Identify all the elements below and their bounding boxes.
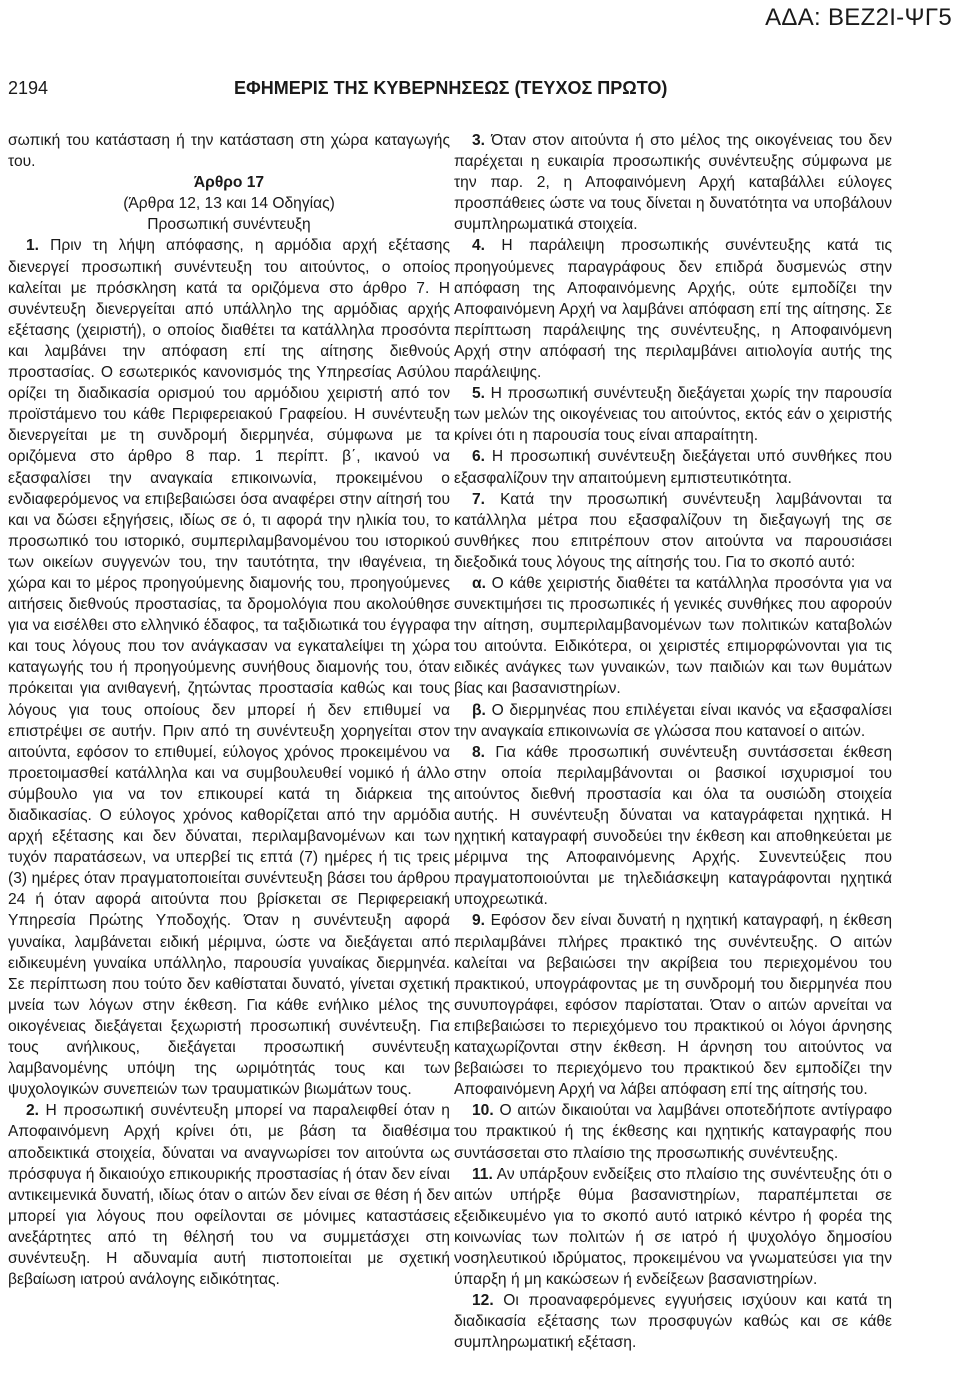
paragraph-7 [454,489,892,573]
paragraph-8 [454,742,892,911]
paragraph-7b [454,700,892,742]
ada-code: ΑΔΑ: ΒΕΖ2Ι-ΨΓ5 [765,4,952,31]
page-header [8,78,952,104]
page-number: 2194 [8,78,49,98]
paragraph-number: 8. [472,743,486,761]
paragraph-number: 3. [472,132,486,149]
paragraph-number: 2. [26,1102,40,1120]
paragraph-text: Η προσωπική συνέντευξη διεξάγεται υπό συνθήκες που εξασφαλίζουν την απαιτούμενη εμπιστευτικότητα. [454,448,892,487]
article-reference: (Άρθρα 12, 13 και 14 Οδηγίας) [123,195,335,213]
paragraph-4 [454,235,892,383]
paragraph-6 [454,446,892,488]
paragraph-number: 7. [472,490,486,508]
paragraph-7a [454,573,892,700]
paragraph-text: Κατά την προσωπική συνέντευξη λαμβάνονται τα κατάλληλα μέτρα που εξασφαλίζουν τη διεξαγωγή της σε συνθήκες που επιτρέπουν στον αιτούντα να παρουσιάσει διεξοδικά τους λόγους της αίτησής του. Για το σκοπό αυτό: [454,490,892,571]
paragraph-text: Ο αιτών δικαιούται να λαμβάνει οποτεδήποτε αντίγραφο του πρακτικού ή της έκθεσης και ηχητικής καταγραφής που συντάσσεται στο πλαίσιο της προσωπικής συνέντευξης. [454,1102,892,1162]
paragraph-number: 10. [472,1102,494,1120]
paragraph-text: Η προσωπική συνέντευξη διεξάγεται χωρίς την παρουσία των μελών της οικογένειας του αιτούντος, εκτός εάν ο χειριστής κρίνει ότι η παρουσία τους είναι απαραίτητη. [454,385,892,445]
paragraph-text: Οι προαναφερόμενες εγγυήσεις ισχύουν και κατά τη διαδικασία εξέτασης των προσφυγών καθώς και σε κάθε συμπληρωματική εξέταση. [454,1292,892,1352]
paragraph-number: α. [472,574,486,592]
paragraph-number: 6. [472,448,486,466]
paragraph-number: 1. [26,237,40,255]
paragraph-number: β. [472,701,486,719]
paragraph-text: Εφόσον δεν είναι δυνατή η ηχητική καταγραφή, η έκθεση περιλαμβάνει πλήρες πρακτικό της συνέντευξης. Ο αιτών καλείται να βεβαιώσει την ακρίβεια του περιεχομένου του πρακτικού, υπογράφοντας με τη συνδρομή του διερμηνέα που συνυπογράφει, εφόσον παρίσταται. Όταν ο αιτών αρνείται να επιβεβαιώσει το περιεχόμενο του πρακτικού οι λόγοι άρνησης καταχωρίζονται στην έκθεση. Η άρνηση του αιτούντος να βεβαιώσει το περιεχόμενο του πρακτικού δεν εμποδίζει την Αποφαινόμενη Αρχή να λάβει απόφαση επί της αίτησής του. [454,912,892,1099]
paragraph-11 [454,1164,892,1291]
paragraph-text: Ο διερμηνέας που επιλέγεται είναι ικανός να εξασφαλίσει την αναγκαία επικοινωνία σε γλώσσα που κατανοεί ο αιτών. [454,701,892,740]
intro-paragraph: σωπική του κατάσταση ή την κατάσταση στη χώρα καταγωγής του. [8,132,450,171]
paragraph-12 [454,1290,892,1353]
paragraph-2 [8,1100,450,1290]
article-subject: Προσωπική συνέντευξη [147,216,311,234]
paragraph-text: Ο κάθε χειριστής διαθέτει τα κατάλληλα προσόντα για να συνεκτιμήσει τις προσωπικές ή γενικές συνθήκες που αφορούν την αίτηση, συμπεριλαμβανομένων των πολιτικών καταβολών του αιτούντα. Ειδικότερα, οι χειριστές επιμορφώνονται για τις ειδικές ανάγκες των γυναικών, των παιδιών και των θυμάτων βίας και βασανιστηρίων. [454,574,892,698]
paragraph-number: 12. [472,1292,494,1310]
left-column [8,130,450,1290]
paragraph-10 [454,1100,892,1163]
gazette-title: ΕΦΗΜΕΡΙΣ ΤΗΣ ΚΥΒΕΡΝΗΣΕΩΣ (ΤΕΥΧΟΣ ΠΡΩΤΟ) [234,78,668,98]
paragraph-1 [8,235,450,1100]
paragraph-text: Όταν στον αιτούντα ή στο μέλος της οικογένειας του δεν παρέχεται η ευκαιρία προσωπικής συνέντευξης σύμφωνα με την παρ. 2, η Αποφαινόμενη Αρχή καταβάλλει εύλογες προσπάθειες ώστε να τους δίνεται η δυνατότητα να υποβάλουν συμπληρωματικά στοιχεία. [454,132,892,234]
paragraph-3 [454,130,892,235]
paragraph-text: Η παράλειψη προσωπικής συνέντευξης κατά τις προηγούμενες παραγράφους δεν επιδρά δυσμενώς στην απόφαση της Αποφαινόμενης Αρχής, ούτε εμποδίζει την Αποφαινόμενη Αρχή να λαμβάνει απόφαση επί της αίτησης. Σε περίπτωση παράλειψης της συνέντευξης, η Αποφαινόμενη Αρχή στην απόφασή της περιλαμβάνει αιτιολογία αυτής της παράλειψης. [454,237,892,382]
right-column [454,130,892,1353]
paragraph-number: 5. [472,385,486,403]
paragraph-text: Για κάθε προσωπική συνέντευξη συντάσσεται έκθεση στην οποία περιλαμβάνονται οι βασικοί ισχυρισμοί του αιτούντος διεθνή προστασία και όλα τα ουσιώδη στοιχεία αυτής. Η συνέντευξη δύναται να καταγράφεται ηχητικά. Η ηχητική καταγραφή συνοδεύει την έκθεση και αποθηκεύεται με μέριμνα της Αποφαινόμενης Αρχής. Συνεντεύξεις που πραγματοποιούνται με τηλεδιάσκεψη καταγράφονται ηχητικά υποχρεωτικά. [454,743,892,909]
article-title: Άρθρο 17 [193,174,265,192]
paragraph-number: 11. [472,1165,493,1183]
paragraph-9 [454,910,892,1100]
paragraph-5 [454,383,892,446]
paragraph-number: 4. [472,237,486,255]
paragraph-number: 9. [472,912,486,930]
paragraph-text: Αν υπάρξουν ενδείξεις στο πλαίσιο της συνέντευξης ότι ο αιτών υπήρξε θύμα βασανιστηρίων, παραπέμπεται σε εξειδικευμένο για το σκοπό αυτό ιατρικό κέντρο ή φορέα της κοινωνίας των πολιτών ή σε ιατρό ή ψυχολόγο δημοσίου νοσηλευτικού ιδρύματος, προκειμένου να γνωματεύσει για την ύπαρξη ή μη κακώσεων ή ενδείξεων βασανιστηρίων. [454,1165,892,1289]
paragraph-text: Η προσωπική συνέντευξη μπορεί να παραλειφθεί όταν η Αποφαινόμενη Αρχή κρίνει ότι, με βάση τα διαθέσιμα αποδεικτικά στοιχεία, δύναται να αναγνωρίσει τον αιτούντα ως πρόσφυγα ή δικαιούχο επικουρικής προστασίας ή όταν δεν είναι αντικειμενικά δυνατή, ιδίως όταν ο αιτών δεν είναι σε θέση ή δεν μπορεί για λόγους που οφείλονται σε μόνιμες καταστάσεις ανεξάρτητες από τη θέλησή του να συμμετάσχει στη συνέντευξη. Η αδυναμία αυτή πιστοποιείται με σχετική βεβαίωση ιατρού ανάλογης ειδικότητας. [8,1102,450,1289]
paragraph-text: Πριν τη λήψη απόφασης, η αρμόδια αρχή εξέτασης διενεργεί προσωπική συνέντευξη του αιτούντος, ο οποίος καλείται με πρόσκληση κατά τα οριζόμενα στο άρθρο 7. Η συνέντευξη διενεργείται από υπάλληλο της αρμόδιας αρχής εξέτασης (χειριστή), ο οποίος διαθέτει τα κατάλληλα προσόντα και λαμβάνει την απόφαση επί της αίτησης διεθνούς προστασίας. Ο εσωτερικός κανονισμός της Υπηρεσίας Ασύλου ορίζει τη διαδικασία ορισμού του αρμόδιου χειριστή από τον προϊστάμενο του κάθε Περιφερειακού Γραφείου. Η συνέντευξη διενεργείται με τη συνδρομή διερμηνέα, σύμφωνα με τα οριζόμενα στο άρθρο 8 παρ. 1 περίπτ. β΄, ικανού να εξασφαλίσει την αναγκαία επικοινωνία, προκειμένου ο ενδιαφερόμενος να επιβεβαιώσει όσα αναφέρει στην αίτησή του και να δώσει εξηγήσεις, ιδίως σε ό, τι αφορά την ηλικία του, το προσωπικό του ιστορικό, συμπεριλαμβανομένου του ιστορικού των οικείων συγγενών του, την ταυτότητα, την ιθαγένεια, τη χώρα και το μέρος προηγούμενης διαμονής του, προηγούμενες αιτήσεις διεθνούς προστασίας, τα δρομολόγια που ακολούθησε για να εισέλθει στο ελληνικό έδαφος, τα ταξιδιωτικά του έγγραφα και τους λόγους που τον ανάγκασαν να εγκαταλείψει τη χώρα καταγωγής του ή προηγούμενης συνήθους διαμονής του, όταν πρόκειται για ανιθαγενή, ζητώντας προστασία καθώς και τους λόγους για τους οποίους δεν μπορεί ή δεν επιθυμεί να επιστρέψει σε αυτήν. Πριν από τη συνέντευξη χορηγείται στον αιτούντα, εφόσον το επιθυμεί, εύλογος χρόνος προκειμένου να προετοιμασθεί κατάλληλα και να συμβουλευθεί νομικό ή άλλο σύμβουλο για να τον επικουρεί κατά τη διάρκεια της διαδικασίας. Ο εύλογος χρόνος καθορίζεται από την αρμόδια αρχή εξέτασης και δεν δύναται, περιλαμβανομένων και των τυχόν παρατάσεων, να υπερβεί τις επτά (7) ημέρες ή τις τρεις (3) ημέρες όταν πραγματοποιείται συνέντευξη βάσει του άρθρου 24 ή όταν αφορά αιτούντα που βρίσκεται σε Περιφερειακή Υπηρεσία Πρώτης Υποδοχής. Όταν η συνέντευξη αφορά γυναίκα, λαμβάνεται ειδική μέριμνα, ώστε να διεξάγεται από ειδικευμένη γυναίκα υπάλληλο, παρουσία γυναίκας διερμηνέα. Σε περίπτωση που τούτο δεν καθίσταται δυνατό, γίνεται σχετική μνεία των λόγων στην έκθεση. Για κάθε ενήλικο μέλος της οικογένειας διεξάγεται ξεχωριστή προσωπική συνέντευξη. Για τους ανήλικους, διεξάγεται προσωπική συνέντευξη λαμβανομένης υπόψη της ωριμότητάς τους και των ψυχολογικών συνεπειών των τραυματικών βιωμάτων τους. [8,237,450,1099]
